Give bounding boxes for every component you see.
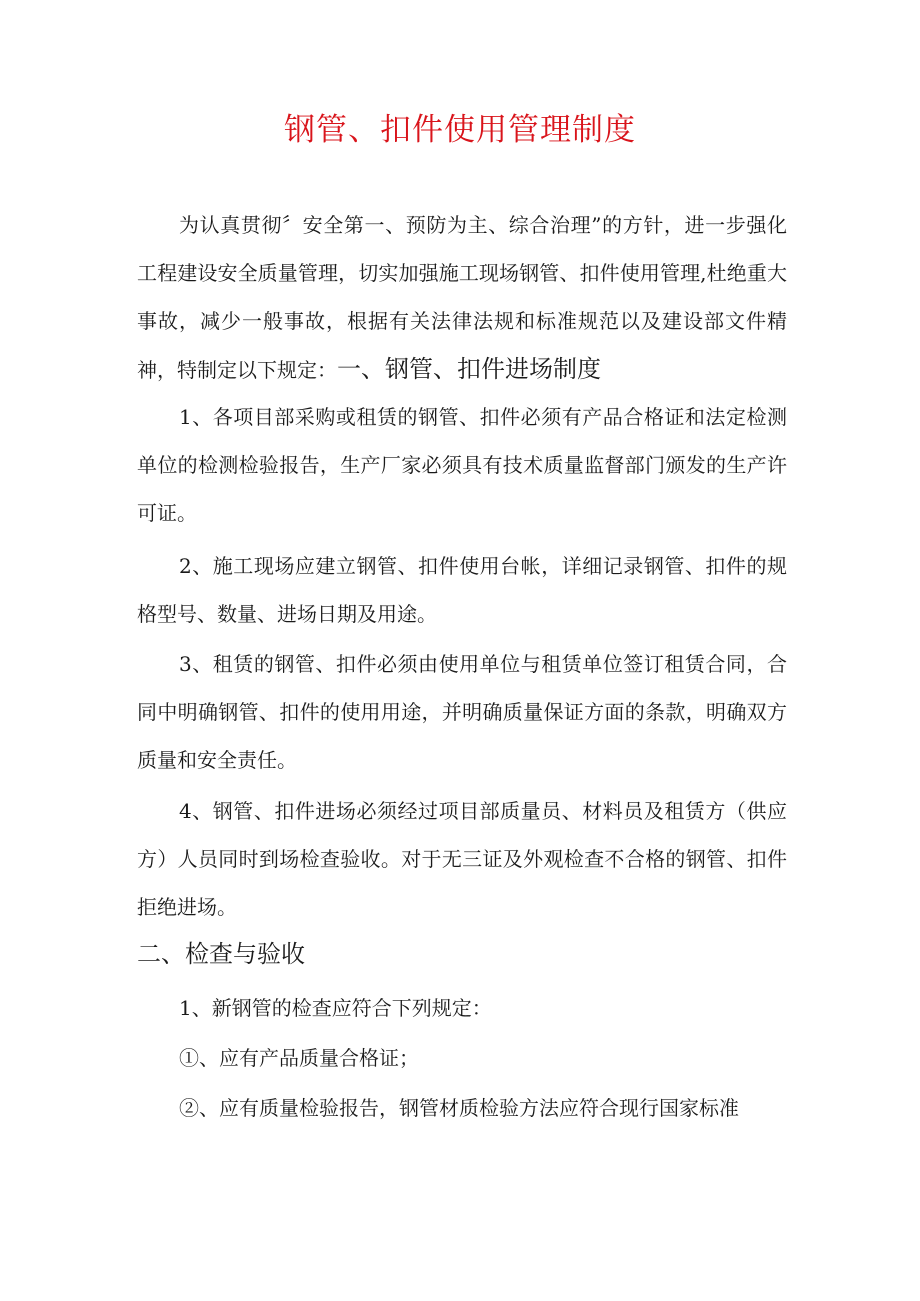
section1-item-1: 1、各项目部采购或租赁的钢管、扣件必须有产品合格证和法定检测单位的检测检验报告，生产厂家必须具有技术质量监督部门颁发的生产许可证。: [137, 405, 787, 525]
section2-heading: 二、检查与验收: [137, 940, 305, 968]
section1-heading: 一、钢管、扣件进场制度: [337, 355, 601, 383]
section1-item-3: 3、租赁的钢管、扣件必须由使用单位与租赁单位签订租赁合同，合同中明确钢管、扣件的使用用途，并明确质量保证方面的条款，明确双方质量和安全责任。: [137, 652, 787, 772]
section2-item-1: 1、新钢管的检查应符合下列规定：: [179, 996, 492, 1020]
section2-subitem-1: ①、应有产品质量合格证；: [179, 1046, 419, 1070]
document-title: 钢管、扣件使用管理制度: [284, 112, 636, 148]
section2-subitem-2: ②、应有质量检验报告，钢管材质检验方法应符合现行国家标准: [179, 1096, 739, 1120]
intro-text: 为认真贯彻〞安全第一、预防为主、综合治理”的方针，进一步强化工程建设安全质量管理，切实加强施工现场钢管、扣件使用管理,杜绝重大事故，减少一般事故，根据有关法律法规和标准规范以及建设部文件精神，特制定以下规定：: [137, 213, 787, 382]
section1-item-4: 4、钢管、扣件进场必须经过项目部质量员、材料员及租赁方（供应方）人员同时到场检查验收。对于无三证及外观检查不合格的钢管、扣件拒绝进场。: [137, 799, 787, 919]
section1-item-2: 2、施工现场应建立钢管、扣件使用台帐，详细记录钢管、扣件的规格型号、数量、进场日期及用途。: [137, 554, 787, 626]
intro-paragraph: [137, 201, 787, 394]
